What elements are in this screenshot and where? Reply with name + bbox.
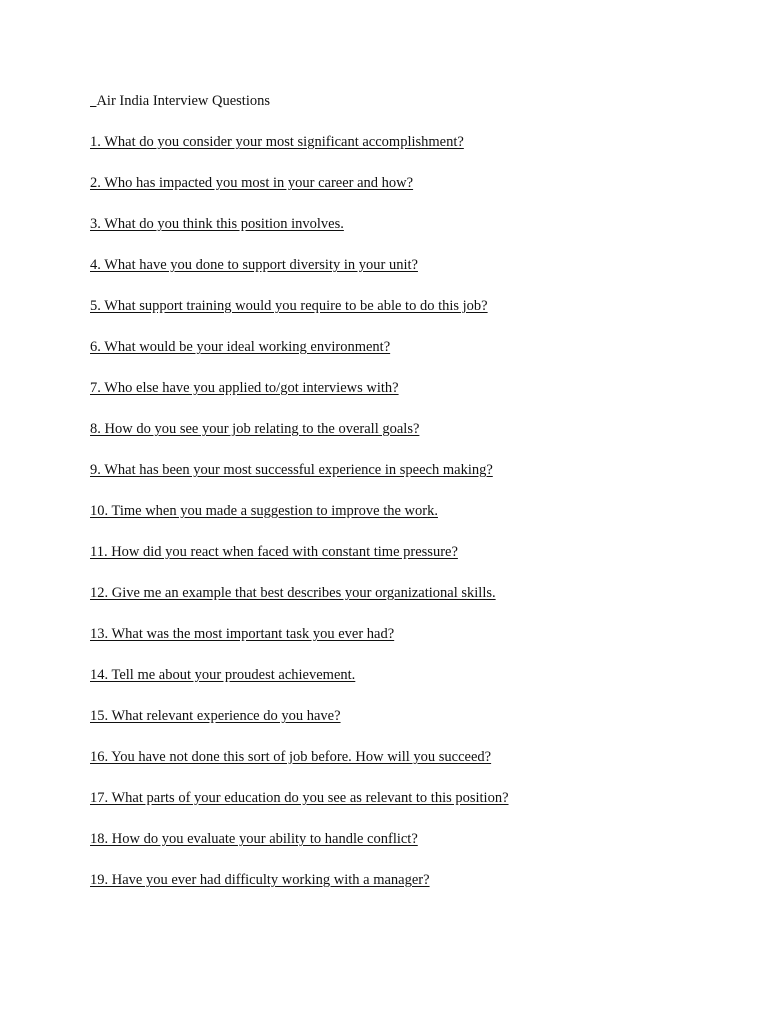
question-text: 7. Who else have you applied to/got interviews with? — [90, 380, 399, 396]
question-text: 4. What have you done to support diversity in your unit? — [90, 257, 418, 273]
question-text: 3. What do you think this position involves. — [90, 216, 344, 232]
question-text: 19. Have you ever had difficulty working with a manager? — [90, 872, 430, 888]
question-item — [90, 379, 509, 420]
question-text: 16. You have not done this sort of job before. How will you succeed? — [90, 749, 492, 765]
question-text: 6. What would be your ideal working environment? — [90, 339, 391, 355]
question-text: 12. Give me an example that best describes your organizational skills. — [90, 585, 496, 601]
question-item — [90, 133, 509, 174]
question-item — [90, 338, 509, 379]
question-item — [90, 871, 509, 912]
question-text: 18. How do you evaluate your ability to handle conflict? — [90, 831, 418, 847]
question-item — [90, 297, 509, 338]
question-item — [90, 584, 509, 625]
question-list — [90, 133, 509, 912]
question-text: 1. What do you consider your most significant accomplishment? — [90, 134, 464, 150]
question-item — [90, 707, 509, 748]
question-text: 5. What support training would you require to be able to do this job? — [90, 298, 488, 314]
question-text: 10. Time when you made a suggestion to improve the work. — [90, 503, 438, 519]
question-item — [90, 174, 509, 215]
question-item — [90, 461, 509, 502]
question-item — [90, 256, 509, 297]
question-text: 14. Tell me about your proudest achievement. — [90, 667, 356, 683]
question-item — [90, 543, 509, 584]
question-item — [90, 502, 509, 543]
question-item — [90, 830, 509, 871]
question-text: 8. How do you see your job relating to the overall goals? — [90, 421, 420, 437]
question-item — [90, 789, 509, 830]
question-text: 9. What has been your most successful experience in speech making? — [90, 462, 493, 478]
question-item — [90, 215, 509, 256]
question-text: 15. What relevant experience do you have? — [90, 708, 341, 724]
question-item — [90, 748, 509, 789]
question-item — [90, 666, 509, 707]
question-item — [90, 625, 509, 666]
question-text: 2. Who has impacted you most in your career and how? — [90, 175, 414, 191]
question-text: 17. What parts of your education do you see as relevant to this position? — [90, 790, 509, 806]
title-text: Air India Interview Questions — [96, 93, 271, 109]
question-item — [90, 420, 509, 461]
document-title — [90, 92, 270, 110]
question-text: 13. What was the most important task you ever had? — [90, 626, 395, 642]
question-text: 11. How did you react when faced with constant time pressure? — [90, 544, 458, 560]
